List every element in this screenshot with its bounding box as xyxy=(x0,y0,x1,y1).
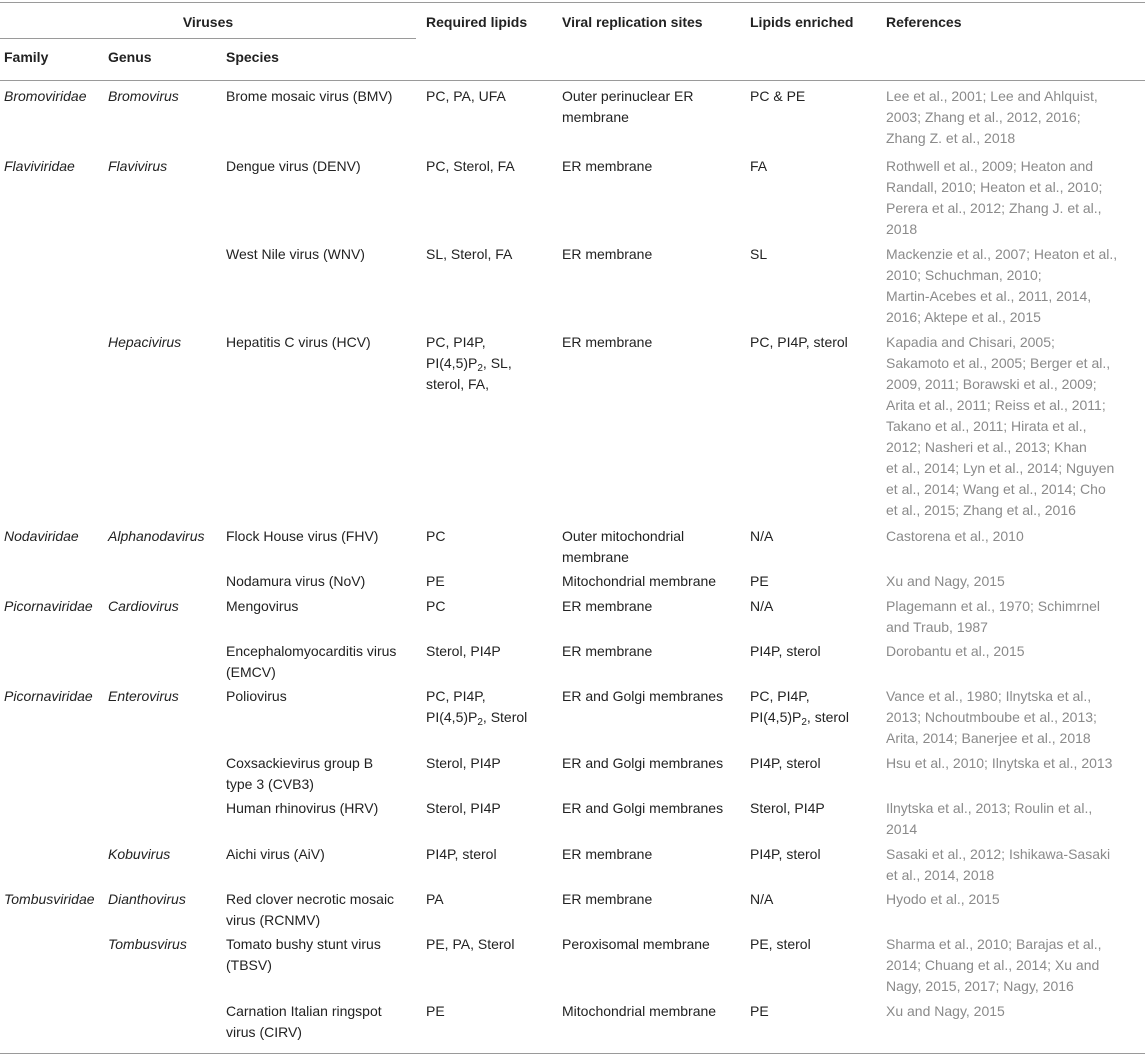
lipids-enriched-cell: N/A xyxy=(750,891,774,907)
species-cell: Hepatitis C virus (HCV) xyxy=(226,334,371,350)
lipids-enriched-cell: PE, sterol xyxy=(750,936,811,952)
references-cell: Rothwell et al., 2009; Heaton and Randall, 2010; Heaton et al., 2010; Perera et al., 2012; Zhang J. et al., 2018 xyxy=(886,158,1103,237)
replication-site-cell: Mitochondrial membrane xyxy=(562,1003,717,1019)
genus-cell: Alphanodavirus xyxy=(108,528,205,544)
family-cell: Bromoviridae xyxy=(4,88,87,104)
required-lipids-cell: PA xyxy=(426,891,444,907)
header-replication-sites: Viral replication sites xyxy=(562,14,703,30)
references-cell: Sharma et al., 2010; Barajas et al., 2014; Chuang et al., 2014; Xu and Nagy, 2015, 2017; Nagy, 2016 xyxy=(886,936,1102,994)
lipids-enriched-cell: PI4P, sterol xyxy=(750,643,821,659)
references-cell: Sasaki et al., 2012; Ishikawa-Sasaki et al., 2014, 2018 xyxy=(886,846,1111,883)
required-lipids-cell: PE xyxy=(426,573,445,589)
required-lipids-cell: SL, Sterol, FA xyxy=(426,246,513,262)
genus-cell: Flavivirus xyxy=(108,158,168,174)
lipids-enriched-cell: PC, PI4P, sterol xyxy=(750,334,848,350)
species-cell: Red clover necrotic mosaic virus (RCNMV) xyxy=(226,891,395,928)
required-lipids-cell: PC xyxy=(426,528,446,544)
replication-site-cell: ER and Golgi membranes xyxy=(562,688,724,704)
header-viruses: Viruses xyxy=(182,14,234,30)
replication-site-cell: ER and Golgi membranes xyxy=(562,755,724,771)
replication-site-cell: Mitochondrial membrane xyxy=(562,573,717,589)
header-bottom-rule xyxy=(0,80,1145,81)
genus-cell: Enterovirus xyxy=(108,688,179,704)
required-lipids-cell: PE, PA, Sterol xyxy=(426,936,515,952)
lipids-enriched-cell: PC, PI4P, $PI(4,5)P_2$, sterol xyxy=(750,688,849,728)
genus-cell: Hepacivirus xyxy=(108,334,182,350)
required-lipids-cell: PE xyxy=(426,1003,445,1019)
required-lipids-cell: PC, PA, UFA xyxy=(426,88,506,104)
references-cell: Ilnytska et al., 2013; Roulin et al., 2014 xyxy=(886,800,1093,837)
required-lipids-cell: Sterol, PI4P xyxy=(426,800,501,816)
references-cell: Mackenzie et al., 2007; Heaton et al., 2010; Schuchman, 2010; Martin-Acebes et al., 2011, 2014, 2016; Aktepe et al., 2015 xyxy=(886,246,1118,325)
header-species: Species xyxy=(226,49,279,65)
family-cell: Flaviviridae xyxy=(4,158,75,174)
family-cell: Picornaviridae xyxy=(4,688,93,704)
species-cell: Carnation Italian ringspot virus (CIRV) xyxy=(226,1003,382,1040)
top-rule xyxy=(0,2,1145,3)
references-cell: Kapadia and Chisari, 2005; Sakamoto et al., 2005; Berger et al., 2009, 2011; Borawski et al., 2009; Arita et al., 2011; Reiss et al., 2011; Takano et al., 2011; Hirata et al., 2012; Nasheri et al., 2013; Khan et al., 2014; Lyn et al., 2014; Nguyen et al., 2014; Wang et al., 2014; Cho et al., 2015; Zhang et al., 2016 xyxy=(886,334,1115,518)
genus-cell: Dianthovirus xyxy=(108,891,186,907)
family-cell: Nodaviridae xyxy=(4,528,79,544)
references-cell: Lee et al., 2001; Lee and Ahlquist, 2003; Zhang et al., 2012, 2016; Zhang Z. et al., 2018 xyxy=(886,88,1098,146)
lipids-enriched-cell: SL xyxy=(750,246,768,262)
required-lipids-cell: PI4P, sterol xyxy=(426,846,497,862)
replication-site-cell: ER membrane xyxy=(562,158,653,174)
species-cell: Encephalomyocarditis virus (EMCV) xyxy=(226,643,397,680)
lipids-enriched-cell: N/A xyxy=(750,598,774,614)
genus-cell: Kobuvirus xyxy=(108,846,171,862)
replication-site-cell: ER membrane xyxy=(562,246,653,262)
references-cell: Castorena et al., 2010 xyxy=(886,528,1024,544)
references-cell: Dorobantu et al., 2015 xyxy=(886,643,1025,659)
family-cell: Picornaviridae xyxy=(4,598,93,614)
family-cell: Tombusviridae xyxy=(4,891,95,907)
species-cell: Flock House virus (FHV) xyxy=(226,528,379,544)
bottom-rule xyxy=(0,1053,1145,1054)
species-cell: Poliovirus xyxy=(226,688,287,704)
references-cell: Hyodo et al., 2015 xyxy=(886,891,1000,907)
lipids-enriched-cell: PI4P, sterol xyxy=(750,755,821,771)
required-lipids-cell: Sterol, PI4P xyxy=(426,643,501,659)
species-cell: Nodamura virus (NoV) xyxy=(226,573,366,589)
replication-site-cell: ER and Golgi membranes xyxy=(562,800,724,816)
species-cell: Dengue virus (DENV) xyxy=(226,158,361,174)
references-cell: Xu and Nagy, 2015 xyxy=(886,1003,1005,1019)
lipids-enriched-cell: PE xyxy=(750,573,769,589)
required-lipids-cell: PC, Sterol, FA xyxy=(426,158,515,174)
species-cell: Human rhinovirus (HRV) xyxy=(226,800,379,816)
header-family: Family xyxy=(4,49,49,65)
header-required-lipids: Required lipids xyxy=(426,14,528,30)
replication-site-cell: Peroxisomal membrane xyxy=(562,936,710,952)
header-genus: Genus xyxy=(108,49,152,65)
species-cell: Aichi virus (AiV) xyxy=(226,846,325,862)
lipids-enriched-cell: Sterol, PI4P xyxy=(750,800,825,816)
genus-cell: Cardiovirus xyxy=(108,598,179,614)
header-references: References xyxy=(886,14,962,30)
required-lipids-cell: Sterol, PI4P xyxy=(426,755,501,771)
viruses-underline xyxy=(0,38,416,39)
lipids-enriched-cell: N/A xyxy=(750,528,774,544)
species-cell: Brome mosaic virus (BMV) xyxy=(226,88,393,104)
lipids-enriched-cell: PC & PE xyxy=(750,88,806,104)
replication-site-cell: Outer mitochondrial membrane xyxy=(562,528,685,565)
replication-site-cell: Outer perinuclear ER membrane xyxy=(562,88,694,125)
species-cell: West Nile virus (WNV) xyxy=(226,246,365,262)
references-cell: Vance et al., 1980; Ilnytska et al., 2013; Nchoutmboube et al., 2013; Arita, 2014; Banerjee et al., 2018 xyxy=(886,688,1097,746)
replication-site-cell: ER membrane xyxy=(562,891,653,907)
genus-cell: Bromovirus xyxy=(108,88,179,104)
replication-site-cell: ER membrane xyxy=(562,334,653,350)
replication-site-cell: ER membrane xyxy=(562,643,653,659)
required-lipids-cell: PC xyxy=(426,598,446,614)
lipids-enriched-cell: FA xyxy=(750,158,768,174)
species-cell: Mengovirus xyxy=(226,598,299,614)
lipids-enriched-cell: PI4P, sterol xyxy=(750,846,821,862)
references-cell: Xu and Nagy, 2015 xyxy=(886,573,1005,589)
replication-site-cell: ER membrane xyxy=(562,846,653,862)
lipids-enriched-cell: PE xyxy=(750,1003,769,1019)
replication-site-cell: ER membrane xyxy=(562,598,653,614)
species-cell: Coxsackievirus group B type 3 (CVB3) xyxy=(226,755,374,792)
required-lipids-cell: PC, PI4P, $PI(4,5)P_2$, Sterol xyxy=(426,688,528,728)
references-cell: Hsu et al., 2010; Ilnytska et al., 2013 xyxy=(886,755,1113,771)
required-lipids-cell: PC, PI4P, $PI(4,5)P_2$, SL, sterol, FA, xyxy=(426,334,512,392)
species-cell: Tomato bushy stunt virus (TBSV) xyxy=(226,936,381,973)
header-lipids-enriched: Lipids enriched xyxy=(750,14,854,30)
genus-cell: Tombusvirus xyxy=(108,936,187,952)
references-cell: Plagemann et al., 1970; Schimrnel and Traub, 1987 xyxy=(886,598,1101,635)
